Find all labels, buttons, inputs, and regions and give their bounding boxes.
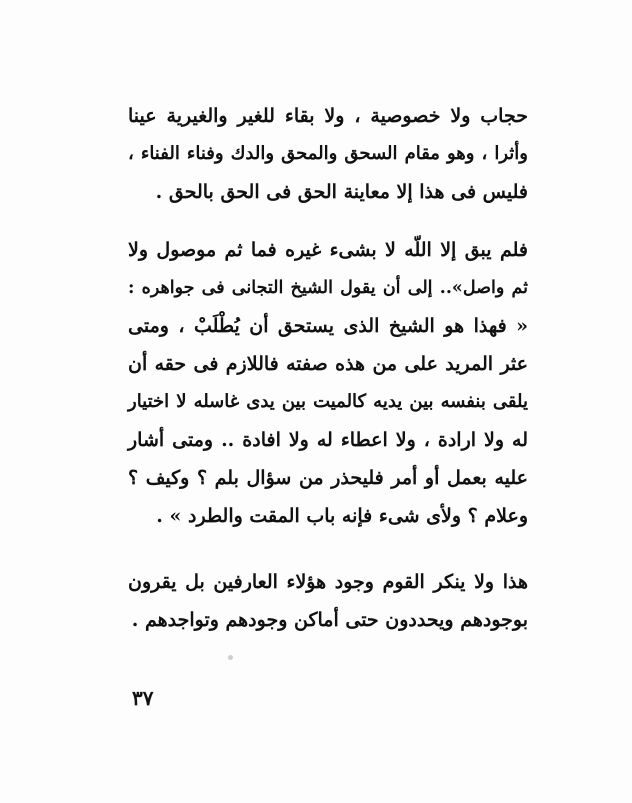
text-line: « فهذا هو الشيخ الذى يستحق أن يُطْلَبْ ، ومتى <box>128 315 528 337</box>
text-line: فلم يبق إلا اللّه لا بشىء غيره فما ثم موصول ولا <box>128 239 528 261</box>
text-line: هذا ولا ينكر القوم وجود هؤلاء العارفين بل يقرون <box>128 571 528 593</box>
text-line: حجاب ولا خصوصية ، ولا بقاء للغير والغيرية عينا <box>128 105 528 127</box>
text-line: عثر المريد على من هذه صفته فاللازم فى حقه أن <box>128 353 528 375</box>
text-line: ثم واصل».. إلى أن يقول الشيخ التجانى فى جواهره : <box>128 278 528 298</box>
text-line: بوجودهم ويحددون حتى أماكن وجودهم وتواجدهم . <box>131 609 528 631</box>
text-line: عليه بعمل أو أمر فليحذر من سؤال بلم ؟ وكيف ؟ <box>128 467 528 489</box>
paragraph-1 <box>128 97 528 211</box>
text-line: فليس فى هذا إلا معاينة الحق فى الحق بالحق . <box>155 181 528 203</box>
paragraph-3 <box>128 563 528 639</box>
text-line: له ولا ارادة ، ولا اعطاء له ولا افادة .. ومتى أشار <box>128 429 528 451</box>
text-line: يلقى بنفسه بين يديه كالميت بين يدى غاسله لا اختيار <box>128 391 528 412</box>
paragraph-2 <box>128 231 528 535</box>
text-line: وعلام ؟ ولأى شىء فإنه باب المقت والطرد » . <box>156 505 528 527</box>
print-speck <box>228 655 233 660</box>
page-number: ٣٧ <box>132 686 154 710</box>
text-line: وأثرا ، وهو مقام السحق والمحق والدك وفناء الفناء ، <box>128 143 528 164</box>
